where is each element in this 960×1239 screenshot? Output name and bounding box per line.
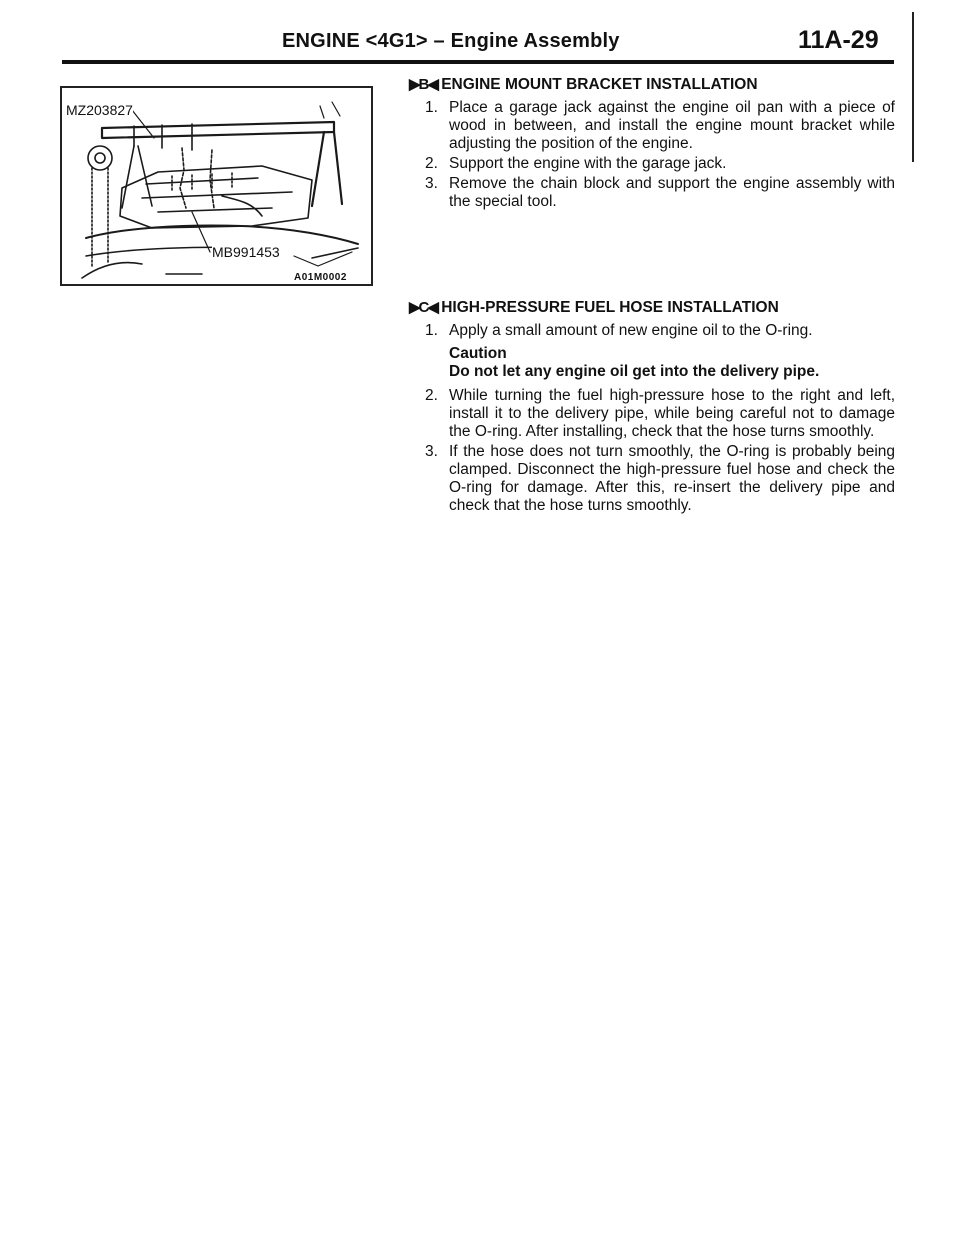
step-text: If the hose does not turn smoothly, the O-ring is probably being clamped. Disconnect the high-pressure fuel hose and check the O-ring for damage. After this, re-insert the delivery pipe and check that the hose turns smoothly. <box>449 443 895 514</box>
step-number: 3. <box>425 175 438 192</box>
step-number: 2. <box>425 155 438 172</box>
step-text: Apply a small amount of new engine oil to the O-ring. <box>449 322 813 339</box>
list-item <box>425 155 895 173</box>
caution-text: Do not let any engine oil get into the delivery pipe. <box>449 363 820 380</box>
figure-code: A01M0002 <box>294 272 347 283</box>
section-heading-text: ENGINE MOUNT BRACKET INSTALLATION <box>441 76 758 93</box>
step-number: 1. <box>425 99 438 116</box>
section-high-pressure-fuel-hose <box>403 299 895 515</box>
page-title: ENGINE <4G1> – Engine Assembly <box>282 30 620 52</box>
step-number: 2. <box>425 387 438 404</box>
step-list <box>425 387 895 515</box>
list-item <box>425 322 895 340</box>
step-list <box>425 99 895 211</box>
caution-title: Caution <box>449 345 507 362</box>
section-heading <box>409 299 895 317</box>
list-item <box>425 443 895 515</box>
section-engine-mount-bracket <box>403 76 895 211</box>
list-item <box>425 387 895 441</box>
section-heading <box>409 76 895 94</box>
step-text: Place a garage jack against the engine oil pan with a piece of wood in between, and install the engine mount bracket while adjusting the position of the engine. <box>449 99 895 152</box>
list-item <box>425 99 895 153</box>
step-list <box>425 322 895 340</box>
step-number: 3. <box>425 443 438 460</box>
step-text: While turning the fuel high-pressure hose to the right and left, install it to the delivery pipe, while being careful not to damage the O-ring. After installing, check that the hose turns smoothly. <box>449 387 895 440</box>
engine-support-figure <box>60 86 373 286</box>
page-number: 11A-29 <box>798 26 879 54</box>
header-rule <box>62 60 894 64</box>
tool-label-mb991453: MB991453 <box>212 244 280 260</box>
margin-rule <box>912 12 914 162</box>
tool-label-mz203827: MZ203827 <box>66 102 133 118</box>
caution-note <box>449 345 895 381</box>
step-number: 1. <box>425 322 438 339</box>
reference-marker: ▶B◀ <box>409 76 437 93</box>
reference-marker: ▶C◀ <box>409 299 437 316</box>
step-text: Support the engine with the garage jack. <box>449 155 727 172</box>
step-text: Remove the chain block and support the engine assembly with the special tool. <box>449 175 895 210</box>
section-heading-text: HIGH-PRESSURE FUEL HOSE INSTALLATION <box>441 299 779 316</box>
list-item <box>425 175 895 211</box>
instructions <box>403 76 895 517</box>
